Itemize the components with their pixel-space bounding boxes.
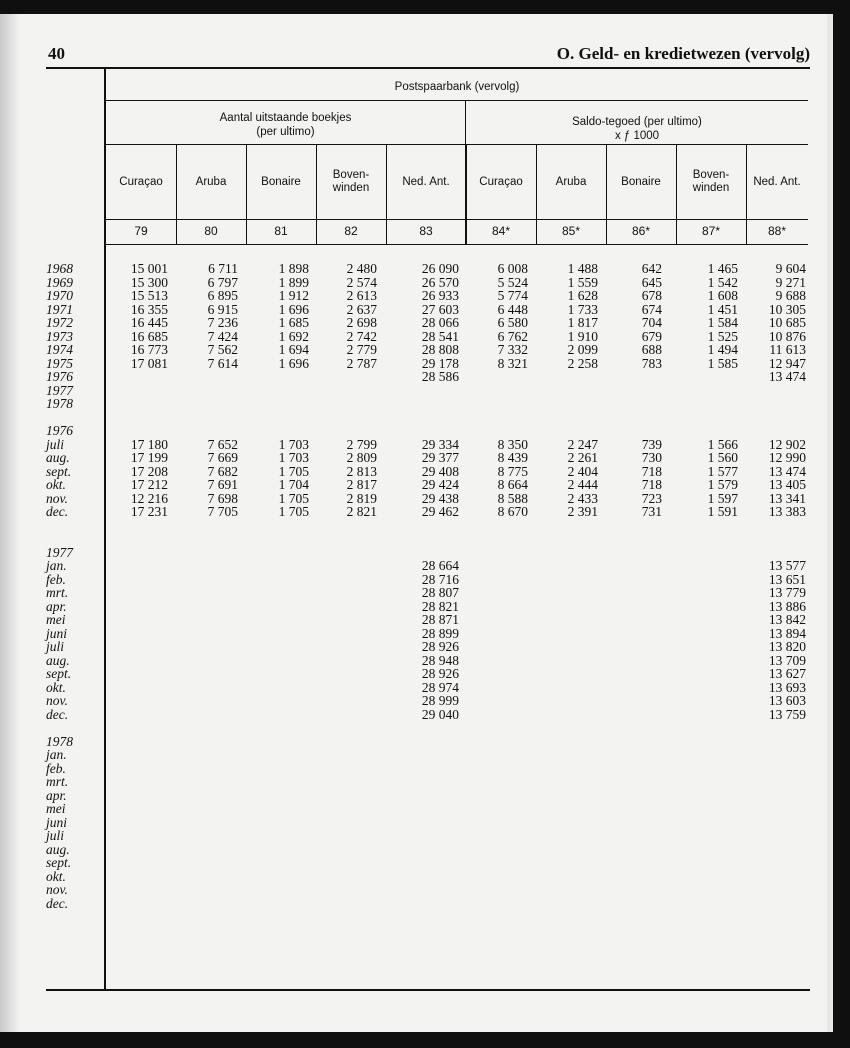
table-cell: 13 474 [768, 369, 806, 384]
table-cell: 1 705 [278, 463, 309, 479]
scan-dark-border [833, 14, 850, 1032]
bottom-rule [46, 989, 810, 991]
table-cell: 16 355 [130, 301, 168, 317]
table-cell: 1 577 [707, 463, 738, 479]
table-cell: 11 613 [769, 342, 806, 357]
table-cell: 27 603 [421, 301, 459, 317]
row-label: dec. [46, 895, 69, 911]
table-cell: 29 334 [421, 436, 459, 452]
table-cell: 1 542 [707, 274, 738, 290]
row-label: mei [46, 612, 66, 627]
row-label: juni [46, 625, 68, 641]
table-cell: 15 001 [130, 261, 168, 276]
table-cell: 8 670 [497, 504, 528, 519]
table-cell: 739 [641, 436, 662, 452]
table-cell: 26 570 [421, 274, 459, 290]
number-row-rule [106, 244, 808, 245]
table-cell: 2 613 [346, 288, 377, 303]
row-label: aug. [46, 841, 70, 857]
table-cell: 645 [641, 274, 662, 290]
table-cell: 28 066 [421, 315, 459, 330]
column-divider [386, 144, 387, 245]
table-cell: 10 305 [768, 301, 806, 317]
table-cell: 1 898 [278, 261, 309, 276]
row-label: mei [46, 801, 66, 816]
table-cell: 29 178 [421, 355, 459, 371]
row-label: nov. [46, 882, 68, 897]
column-number-5: 83 [419, 224, 433, 238]
table-cell: 17 081 [130, 355, 168, 371]
row-label: juli [46, 828, 65, 843]
table-cell: 2 247 [567, 436, 598, 452]
table-cell: 2 817 [346, 477, 377, 492]
table-cell: 9 688 [775, 288, 806, 303]
table-cell: 8 664 [497, 477, 528, 492]
row-label: feb. [46, 571, 66, 587]
table-cell: 17 180 [130, 436, 168, 452]
table-cell: 13 693 [768, 679, 806, 695]
table-cell: 13 405 [768, 477, 806, 492]
table-cell: 1 465 [707, 261, 738, 276]
row-label: jan. [46, 558, 67, 573]
table-cell: 12 990 [768, 450, 806, 465]
table-cell: 10 876 [768, 328, 806, 344]
table-cell: 6 915 [207, 301, 238, 317]
table-cell: 8 775 [497, 463, 528, 479]
row-label: apr. [46, 598, 67, 614]
table-cell: 1 692 [278, 328, 309, 344]
table-cell: 674 [641, 301, 662, 317]
table-cell: 7 614 [207, 355, 238, 371]
table-cell: 679 [641, 328, 662, 344]
table-cell: 1 488 [567, 261, 598, 276]
table-cell: 10 685 [768, 315, 806, 330]
table-cell: 13 627 [768, 666, 806, 681]
table-cell: 2 787 [346, 355, 377, 371]
table-cell: 28 664 [421, 558, 459, 573]
row-label: okt. [46, 477, 66, 492]
column-divider [606, 144, 607, 245]
table-cell: 12 216 [130, 490, 168, 506]
table-cell: 13 894 [768, 625, 806, 641]
table-cell: 28 808 [421, 342, 459, 357]
table-cell: 2 480 [346, 261, 377, 276]
row-label: 1978 [46, 396, 73, 411]
page-number: 40 [48, 44, 65, 63]
table-cell: 15 300 [130, 274, 168, 290]
table-cell: 6 711 [208, 261, 238, 276]
page-binding-edge [0, 14, 20, 1032]
column-divider [246, 144, 247, 245]
column-header-6: Curaçao [479, 175, 523, 188]
table-cell: 13 886 [768, 598, 806, 614]
row-label: dec. [46, 504, 69, 519]
column-number-4: 82 [344, 224, 358, 238]
table-cell: 28 821 [421, 598, 459, 614]
group-header-left-line1: Aantal uitstaande boekjes [219, 112, 352, 124]
table-cell: 7 698 [207, 490, 238, 506]
table-cell: 731 [641, 504, 662, 519]
column-divider [746, 144, 747, 245]
table-cell: 2 799 [346, 436, 377, 452]
row-label: 1976 [46, 369, 73, 384]
table-cell: 13 577 [768, 558, 806, 573]
table-cell: 1 694 [278, 342, 309, 357]
top-rule [46, 67, 810, 69]
table-cell: 2 809 [346, 450, 377, 465]
table-cell: 12 947 [768, 355, 806, 371]
table-cell: 7 236 [207, 315, 238, 330]
group-header-right [466, 115, 808, 143]
table-cell: 5 774 [497, 288, 528, 303]
column-number-10: 88* [767, 224, 787, 238]
table-cell: 1 733 [567, 301, 598, 317]
column-divider [676, 144, 677, 245]
row-label: dec. [46, 706, 69, 722]
table-cell: 13 383 [768, 504, 806, 519]
table-cell: 13 474 [768, 463, 806, 479]
running-title: O. Geld- en kredietwezen (vervolg) [556, 44, 810, 63]
table-cell: 1 597 [707, 490, 738, 506]
group-header-right-line1: Saldo-tegoed (per ultimo) [572, 116, 702, 128]
table-cell: 1 608 [707, 288, 738, 303]
row-label: 1976 [46, 423, 73, 438]
table-cell: 28 926 [421, 639, 459, 654]
column-number-9: 87* [701, 224, 721, 238]
table-cell: 28 999 [421, 693, 459, 708]
table-cell: 2 404 [567, 463, 598, 479]
table-cell: 28 974 [421, 679, 459, 695]
table-cell: 6 762 [497, 328, 528, 344]
row-label: juli [46, 639, 65, 654]
row-label: feb. [46, 760, 66, 776]
table-cell: 13 603 [768, 693, 806, 708]
table-cell: 29 438 [421, 490, 459, 506]
table-cell: 9 271 [775, 274, 806, 290]
table-cell: 26 933 [421, 288, 459, 303]
column-header-8: Bonaire [621, 175, 661, 188]
table-cell: 783 [641, 355, 662, 371]
table-cell: 7 562 [207, 342, 238, 357]
table-cell: 7 652 [207, 436, 238, 452]
table-cell: 1 696 [278, 355, 309, 371]
column-header-2: Aruba [195, 175, 227, 188]
table-cell: 8 321 [497, 355, 528, 371]
row-label: juni [46, 814, 68, 830]
row-label: sept. [46, 463, 72, 479]
table-cell: 28 948 [421, 652, 459, 668]
table-cell: 2 698 [346, 315, 377, 330]
table-cell: 13 759 [768, 706, 806, 722]
table-cell: 1 628 [567, 288, 598, 303]
table-cell: 6 797 [207, 274, 238, 290]
table-cell: 16 685 [130, 328, 168, 344]
table-cell: 2 779 [346, 342, 377, 357]
row-label: 1968 [46, 261, 73, 276]
table-cell: 1 591 [707, 504, 738, 519]
table-cell: 29 424 [421, 477, 459, 492]
row-label: sept. [46, 855, 72, 870]
column-number-3: 81 [274, 224, 288, 238]
table-cell: 2 258 [567, 355, 598, 371]
row-label: okt. [46, 679, 66, 695]
table-cell: 16 445 [130, 315, 168, 330]
column-number-7: 85* [561, 224, 581, 238]
table-cell: 718 [641, 477, 662, 492]
column-header-3: Bonaire [261, 175, 301, 188]
table-cell: 2 444 [567, 477, 598, 492]
row-label: 1971 [46, 301, 73, 317]
column-header-5: Ned. Ant. [402, 175, 450, 188]
colhead-bottom-rule [106, 219, 808, 220]
table-cell: 8 588 [497, 490, 528, 506]
table-cell: 2 821 [346, 504, 377, 519]
table-cell: 1 899 [278, 274, 309, 290]
table-cell: 7 682 [207, 463, 238, 479]
table-cell: 1 584 [707, 315, 738, 330]
row-label: jan. [46, 747, 67, 762]
row-label: aug. [46, 652, 70, 668]
row-label: sept. [46, 666, 72, 681]
table-cell: 5 524 [497, 274, 528, 290]
row-label: nov. [46, 490, 68, 506]
table-cell: 2 742 [346, 328, 377, 344]
table-cell: 6 448 [497, 301, 528, 317]
table-cell: 6 895 [207, 288, 238, 303]
row-label: 1973 [46, 328, 73, 344]
table-cell: 12 902 [768, 436, 806, 452]
table-cell: 2 813 [346, 463, 377, 479]
row-label: mrt. [46, 585, 69, 600]
table-cell: 1 525 [707, 328, 738, 344]
group-header-left-line2: (per ultimo) [256, 126, 315, 138]
column-header-9: Boven- winden [692, 169, 730, 194]
column-divider [176, 144, 177, 245]
row-label: apr. [46, 787, 67, 803]
column-number-1: 79 [134, 224, 148, 238]
table-cell: 28 871 [421, 612, 459, 627]
table-cell: 1 566 [707, 436, 738, 452]
table-cell: 7 332 [497, 342, 528, 357]
table-cell: 6 008 [497, 261, 528, 276]
table-cell: 17 231 [130, 504, 168, 519]
table-cell: 8 439 [497, 450, 528, 465]
row-label: nov. [46, 693, 68, 708]
table-cell: 7 424 [207, 328, 238, 344]
table-cell: 28 926 [421, 666, 459, 681]
table-cell: 7 705 [207, 504, 238, 519]
row-label: 1978 [46, 733, 73, 749]
column-divider [536, 144, 537, 245]
table-cell: 2 637 [346, 301, 377, 317]
row-label: mrt. [46, 774, 69, 789]
row-label: juli [46, 436, 65, 452]
table-cell: 1 559 [567, 274, 598, 290]
table-cell: 1 585 [707, 355, 738, 371]
table-cell: 1 494 [707, 342, 738, 357]
table-cell: 29 408 [421, 463, 459, 479]
row-label: aug. [46, 450, 70, 465]
table-cell: 16 773 [130, 342, 168, 357]
table-cell: 13 779 [768, 585, 806, 600]
table-cell: 1 705 [278, 490, 309, 506]
table-cell: 17 208 [130, 463, 168, 479]
table-cell: 718 [641, 463, 662, 479]
column-header-10: Ned. Ant. [753, 175, 801, 188]
row-label: 1972 [46, 315, 73, 330]
column-number-2: 80 [204, 224, 218, 238]
table-cell: 28 716 [421, 571, 459, 587]
group-header-left [106, 111, 465, 139]
table-cell: 1 685 [278, 315, 309, 330]
table-cell: 8 350 [497, 436, 528, 452]
super-header: Postspaarbank (vervolg) [394, 81, 520, 93]
column-header-4: Boven- winden [332, 169, 370, 194]
row-label: 1974 [46, 342, 73, 357]
column-header-7: Aruba [555, 175, 587, 188]
table-cell: 2 099 [567, 342, 598, 357]
table-cell: 7 691 [207, 477, 238, 492]
table-cell: 28 541 [421, 328, 459, 344]
table-cell: 688 [641, 342, 662, 357]
table-cell: 6 580 [497, 315, 528, 330]
super-header-rule [106, 100, 808, 101]
table-cell: 13 341 [768, 490, 806, 506]
row-label: 1969 [46, 274, 73, 290]
table-cell: 1 579 [707, 477, 738, 492]
table-cell: 13 820 [768, 639, 806, 654]
table-cell: 29 040 [421, 706, 459, 722]
column-number-6: 84* [491, 224, 511, 238]
table-cell: 730 [641, 450, 662, 465]
table-cell: 1 704 [278, 477, 309, 492]
table-cell: 1 696 [278, 301, 309, 317]
row-label: 1975 [46, 355, 73, 371]
table-cell: 1 703 [278, 450, 309, 465]
column-number-8: 86* [631, 224, 651, 238]
table-cell: 1 817 [567, 315, 598, 330]
table-cell: 723 [641, 490, 662, 506]
table-cell: 704 [641, 315, 662, 330]
table-cell: 1 451 [707, 301, 738, 317]
row-label: 1970 [46, 288, 73, 303]
row-label: okt. [46, 868, 66, 884]
table-cell: 28 899 [421, 625, 459, 641]
column-divider [466, 144, 467, 245]
table-cell: 17 212 [130, 477, 168, 492]
table-cell: 1 912 [278, 288, 309, 303]
table-cell: 28 807 [421, 585, 459, 600]
table-cell: 13 651 [768, 571, 806, 587]
column-divider [316, 144, 317, 245]
group-header-right-line2: x ƒ 1000 [614, 130, 660, 142]
table-cell: 2 391 [567, 504, 598, 519]
table-cell: 13 709 [768, 652, 806, 668]
table-cell: 17 199 [130, 450, 168, 465]
table-cell: 2 574 [346, 274, 377, 290]
table-cell: 2 433 [567, 490, 598, 506]
table-cell: 28 586 [421, 369, 459, 384]
table-cell: 2 261 [567, 450, 598, 465]
column-header-1: Curaçao [119, 175, 163, 188]
table-cell: 13 842 [768, 612, 806, 627]
table-cell: 1 703 [278, 436, 309, 452]
row-label: 1977 [46, 382, 73, 398]
table-cell: 1 910 [567, 328, 598, 344]
table-cell: 1 705 [278, 504, 309, 519]
table-cell: 642 [641, 261, 662, 276]
table-cell: 9 604 [775, 261, 806, 276]
table-cell: 678 [641, 288, 662, 303]
table-cell: 1 560 [707, 450, 738, 465]
table-cell: 26 090 [421, 261, 459, 276]
table-cell: 15 513 [130, 288, 168, 303]
row-label: 1977 [46, 544, 73, 560]
table-cell: 29 462 [421, 504, 459, 519]
table-cell: 2 819 [346, 490, 377, 506]
table-cell: 7 669 [207, 450, 238, 465]
table-cell: 29 377 [421, 450, 459, 465]
